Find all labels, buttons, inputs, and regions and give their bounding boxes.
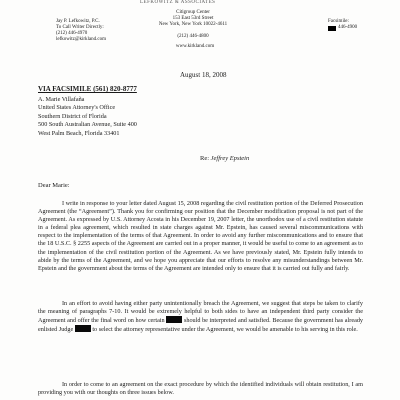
direct-phone: (212) 446-4970 <box>56 31 88 36</box>
re-label: Re: <box>200 155 210 162</box>
main-phone: (212) 446-4800 <box>177 34 209 39</box>
redaction-box <box>166 316 182 323</box>
redaction-box <box>75 325 91 332</box>
city-line: New York, New York 10022-4611 <box>158 22 228 27</box>
facsimile-label: Facsimile: <box>328 19 349 24</box>
firm-address <box>148 10 238 40</box>
redaction-box <box>328 26 336 31</box>
body-paragraph-2 <box>38 300 363 334</box>
recipient-name: A. Marie Villafaña <box>38 96 85 103</box>
delivery-method: VIA FACSIMILE (561) 820-8777 <box>38 85 137 93</box>
letterhead <box>0 0 400 62</box>
subject-line <box>200 155 249 162</box>
paragraph-2-part-a: In an effort to avoid having either party unintentionally breach the Agreement, we suggest that steps be taken to clarify the meaning of paragraphs 7-10. It would be extremely helpful to both sides to have an independent third party consider the Agreement and offer the final word on how certain <box>38 300 363 325</box>
paragraph-2-part-b: should be interpreted and satisfied. Because the government has already enlisted Judge <box>38 317 364 334</box>
recipient-district: Southern District of Florida <box>38 112 107 120</box>
sender-name: Jay P. Lefkowitz, P.C. <box>56 19 100 24</box>
body-paragraph-1: I write in response to your letter dated August 15, 2008 regarding the civil restitution portion of the Deferred Prosecution Agreement (the “Agreement”). Thank you for confirming our position that the December modification proposal is not part of the Agreement. As expressed by U.S. Attorney Acosta in his December 19, 2007 letter, the unorthodox use of a civil restitution statute in a federal plea agreement, which resulted in state charges against Mr. Epstein, has caused several miscommunications with respect to the implementation of the terms of that Agreement. In order to avoid any further miscommunications and to ensure that the 18 U.S.C. § 2255 aspects of the Agreement are carried out in a proper manner, it would be useful to come to an agreement as to the implementation of the civil restitution portion of the Agreement. As we have previously stated, Mr. Epstein fully intends to abide by the terms of the Agreement, and we hope you appreciate that our efforts to resolve any misunderstandings between Mr. Epstein and the government about the terms of the Agreement are intended only to ensure that it is carried out fully and fairly. <box>38 200 363 272</box>
facsimile-block <box>328 19 398 31</box>
sender-block <box>56 19 126 43</box>
letterhead-firm-name: LEFKOWITZ & ASSOCIATES <box>140 0 216 4</box>
recipient-city: West Palm Beach, Florida 33401 <box>38 129 120 137</box>
facsimile-number: 446-4900 <box>338 25 358 30</box>
firm-website: www.kirkland.com <box>175 44 215 49</box>
recipient-address <box>38 96 137 138</box>
recipient-street: 500 South Australian Avenue, Suite 400 <box>38 121 137 129</box>
building-name: Citigroup Center <box>176 10 210 15</box>
body-paragraph-3: In order to come to an agreement on the exact procedure by which the identified individuals will obtain restitution, I am providing you with our thoughts on three issues below. <box>38 381 363 397</box>
sender-email: lefkowitz@kirkland.com <box>56 37 107 42</box>
salutation: Dear Marie: <box>38 182 70 189</box>
direct-label: To Call Writer Directly: <box>56 25 104 30</box>
recipient-office: United States Attorney's Office <box>38 104 116 112</box>
re-subject: Jeffrey Epstein <box>210 155 250 162</box>
letter-date: August 18, 2008 <box>180 71 227 79</box>
street-address: 153 East 53rd Street <box>172 16 214 21</box>
paragraph-2-part-c: to select the attorney representative under the Agreement, we would be amenable to his serving in this role. <box>92 326 358 334</box>
